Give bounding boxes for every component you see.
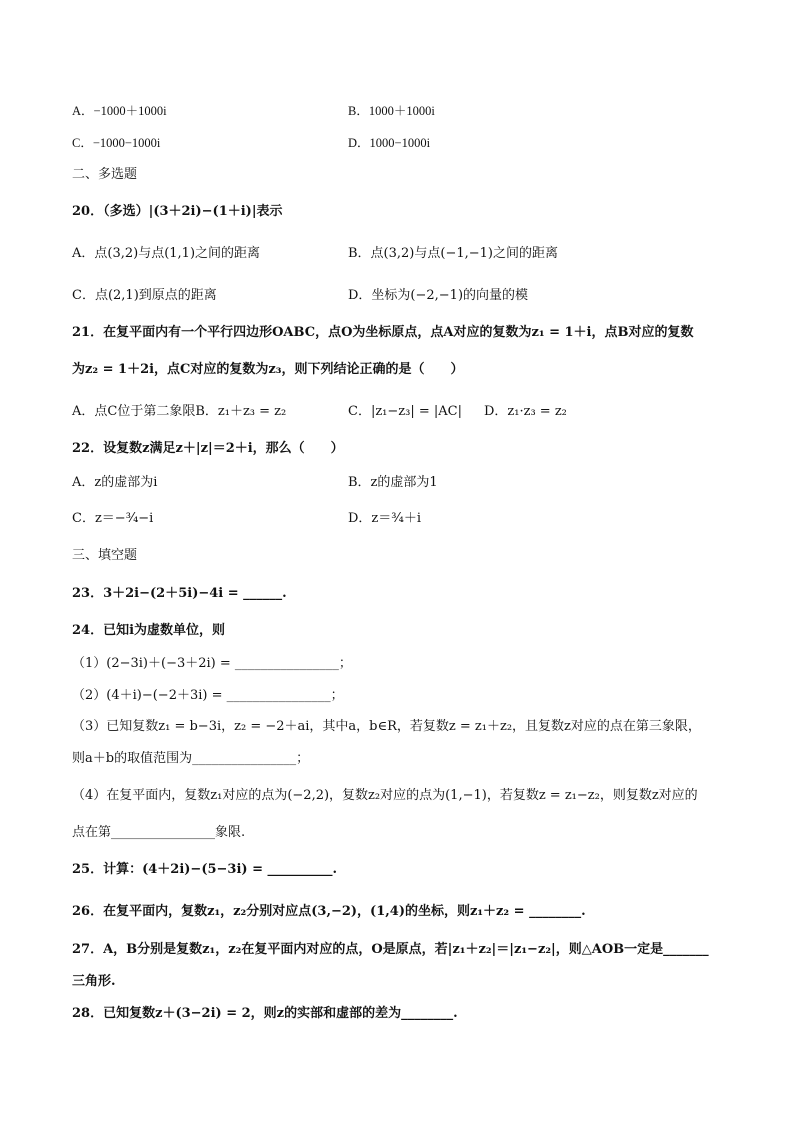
q23: 23．3＋2i−(2＋5i)−4i = ______. <box>72 586 287 601</box>
q24-part1: （1）(2−3i)＋(−3＋2i) = ________________； <box>72 656 352 671</box>
q19-option-c: C．−1000−1000i <box>72 136 161 150</box>
q22-option-d: D．z＝³⁄₄＋i <box>348 511 422 526</box>
q21-stem-line1: 21．在复平面内有一个平行四边形OABC，点O为坐标原点，点A对应的复数为z₁ = 1＋i，点B对应的复数 <box>72 325 694 340</box>
q22-option-b: B．z的虚部为1 <box>348 475 438 490</box>
q21-option-ab: A．点C位于第二象限B．z₁＋z₃ = z₂ <box>72 404 287 419</box>
q24-part3-line1: （3）已知复数z₁ = b−3i，z₂ = −2＋ai，其中a，b∈R，若复数z = z₁＋z₂，且复数z对应的点在第三象限， <box>72 719 701 734</box>
q24-stem: 24．已知i为虚数单位，则 <box>72 623 226 638</box>
q20-option-d: D．坐标为(−2,−1)的向量的模 <box>348 288 529 303</box>
q25: 25．计算：(4＋2i)−(5−3i) = __________. <box>72 862 338 877</box>
q22-option-a: A．z的虚部为i <box>72 475 158 490</box>
q21-option-c: C．|z₁−z₃| = |AC| <box>348 404 462 419</box>
q24-part2: （2）(4＋i)−(−2＋3i) = ________________； <box>72 688 344 703</box>
q19-option-b: B．1000＋1000i <box>348 104 435 118</box>
q20-option-b: B．点(3,2)与点(−1,−1)之间的距离 <box>348 246 558 261</box>
q28: 28．已知复数z＋(3−2i) = 2，则z的实部和虚部的差为________. <box>72 1006 458 1021</box>
q22-option-c: C．z＝−³⁄₄−i <box>72 511 154 526</box>
q21-option-d: D．z₁·z₃ = z₂ <box>484 404 567 419</box>
q20-option-a: A．点(3,2)与点(1,1)之间的距离 <box>72 246 261 261</box>
q22-stem: 22．设复数z满足z＋|z|＝2＋i，那么（ ） <box>72 441 344 456</box>
q20-stem: 20．（多选）|(3＋2i)−(1＋i)|表示 <box>72 204 283 219</box>
q27-line1: 27．A，B分别是复数z₁，z₂在复平面内对应的点，O是原点，若|z₁＋z₂|＝|z₁−z₂|，则△AOB一定是_______ <box>72 942 709 957</box>
q20-option-c: C．点(2,1)到原点的距离 <box>72 288 217 303</box>
q19-option-d: D．1000−1000i <box>348 136 431 150</box>
q24-part3-line2: 则a＋b的取值范围为________________； <box>72 751 310 766</box>
q24-part4-line1: （4）在复平面内，复数z₁对应的点为(−2,2)，复数z₂对应的点为(1,−1)，若复数z = z₁−z₂，则复数z对应的 <box>72 788 698 803</box>
q26: 26．在复平面内，复数z₁，z₂分别对应点(3,−2)，(1,4)的坐标，则z₁＋z₂ = ________. <box>72 904 586 919</box>
section-heading-fill-in: 三、填空题 <box>72 548 138 563</box>
q27-line2: 三角形. <box>72 974 116 989</box>
q19-option-a: A．−1000＋1000i <box>72 104 167 118</box>
section-heading-multiple-choice: 二、多选题 <box>72 167 138 182</box>
q24-part4-line2: 点在第________________象限. <box>72 825 246 840</box>
q21-stem-line2: 为z₂ = 1＋2i，点C对应的复数为z₃，则下列结论正确的是（ ） <box>72 362 464 377</box>
